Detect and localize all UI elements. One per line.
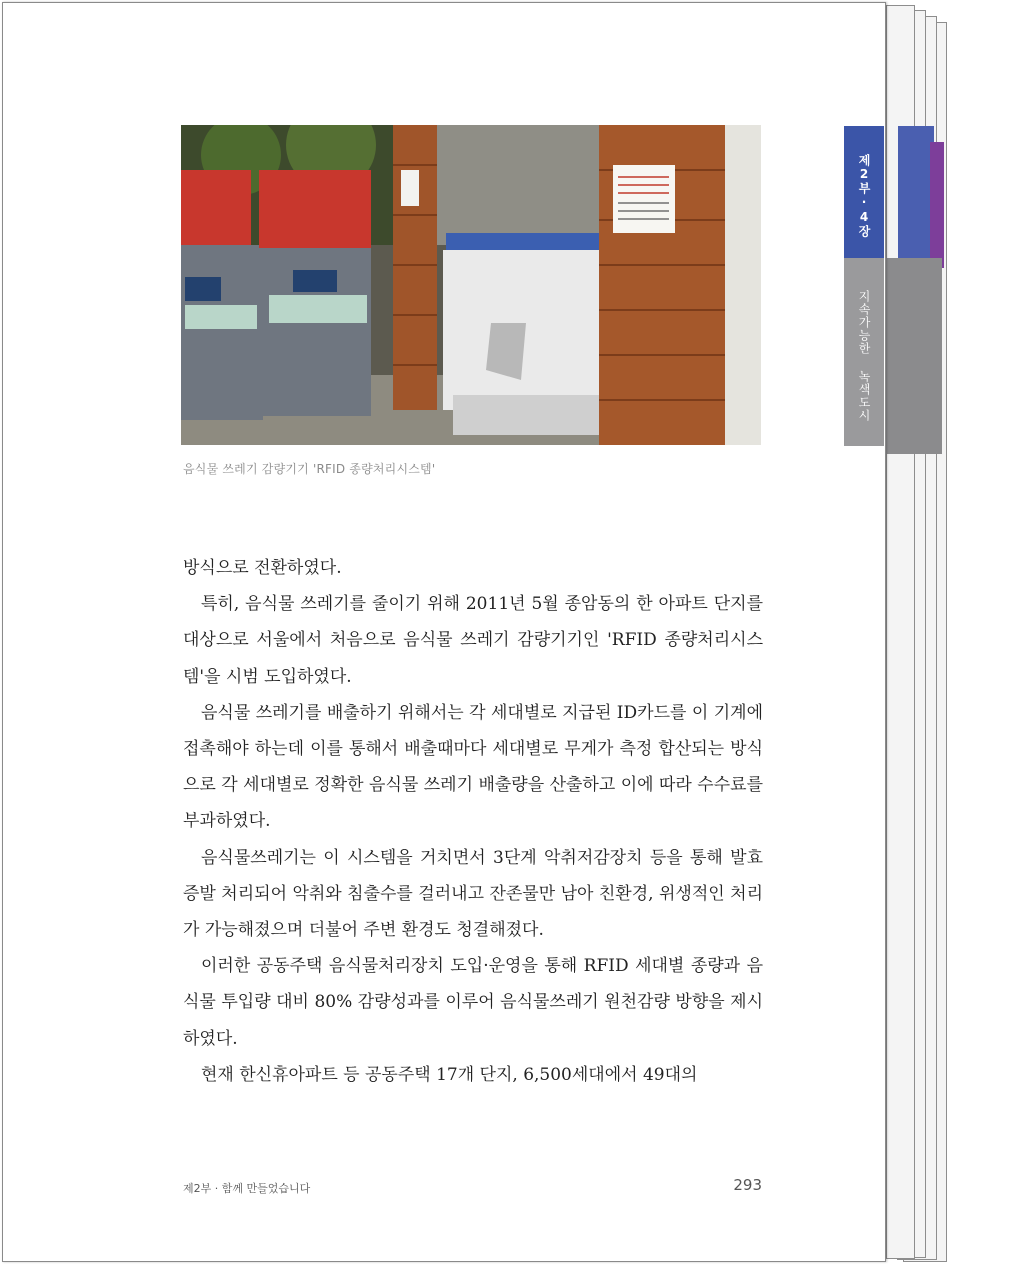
- photo-illustration: [181, 125, 761, 445]
- edge-tab-purple: [930, 142, 944, 268]
- photo-caption: 음식물 쓰레기 감량기기 'RFID 종량처리시스템': [183, 462, 436, 476]
- paragraph: 이러한 공동주택 음식물처리장치 도입·운영을 통해 RFID 세대별 종량과 음식물 투입량 대비 80% 감량성과를 이루어 음식물쓰레기 원천감량 방향을 제시하였다.: [183, 956, 763, 1049]
- paragraph: 음식물쓰레기는 이 시스템을 거치면서 3단계 악취저감장치 등을 통해 발효 증발 처리되어 악취와 침출수를 걸러내고 잔존물만 남아 친환경, 위생적인 처리가 가능해졌으며 더불어 주변 환경도 청결해졌다.: [183, 847, 763, 941]
- footer-section-title: 제2부 · 함께 만들었습니다: [183, 1182, 311, 1195]
- body-text: [183, 550, 763, 1093]
- paragraph: 방식으로 전환하였다.: [183, 558, 342, 578]
- edge-tab-gray: [886, 258, 942, 454]
- paragraph: 음식물 쓰레기를 배출하기 위해서는 각 세대별로 지급된 ID카드를 이 기계에 접촉해야 하는데 이를 통해서 배출때마다 세대별로 무게가 측정 합산되는 방식으로 각 세대별로 정확한 음식물 쓰레기 배출량을 산출하고 이에 따라 수수료를 부과하였다.: [183, 702, 763, 832]
- photo-rfid-system: [181, 125, 761, 445]
- page-number: 293: [733, 1176, 762, 1194]
- paragraph: 현재 한신휴아파트 등 공동주택 17개 단지, 6,500세대에서 49대의: [201, 1064, 698, 1085]
- edge-tab-blue: [898, 126, 934, 258]
- chapter-tab-title: 지속가능한 녹색도시: [844, 258, 884, 446]
- chapter-tab-part: 제2부·4장: [844, 126, 884, 258]
- paragraph: 특히, 음식물 쓰레기를 줄이기 위해 2011년 5월 종암동의 한 아파트 단지를 대상으로 서울에서 처음으로 음식물 쓰레기 감량기기인 'RFID 종량처리시스템'을 시범 도입하였다.: [183, 594, 763, 687]
